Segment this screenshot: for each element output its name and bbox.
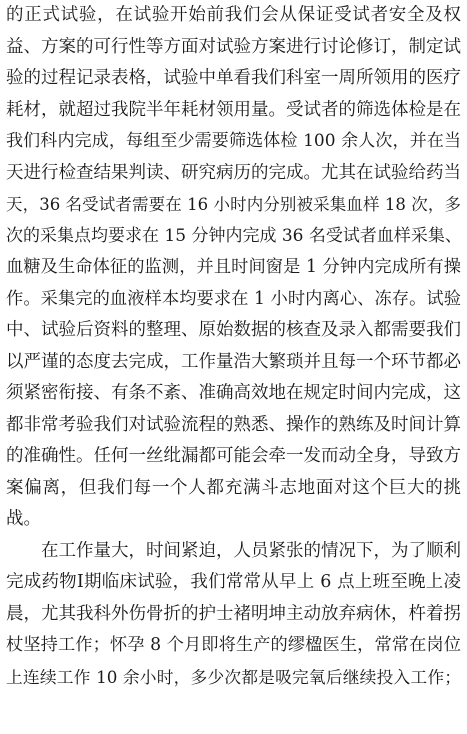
text-line: 作。采集完的血液样本均要求在 1 小时内离心、冻存。试验 — [6, 288, 461, 309]
text-line: 耗材，就超过我院半年耗材领用量。受试者的筛选体检是在 — [6, 99, 461, 120]
text-line: 在工作量大，时间紧迫，人员紧张的情况下，为了顺利 — [41, 540, 461, 561]
text-line: 案偏离，但我们每一个人都充满斗志地面对这个巨大的挑 — [6, 477, 461, 498]
text-line: 晨，尤其我科外伤骨折的护士褚明坤主动放弃病休，杵着拐 — [6, 603, 461, 624]
paragraph-2 — [6, 536, 461, 694]
text-line: 战。 — [6, 509, 41, 529]
text-line: 益、方案的可行性等方面对试验方案进行讨论修订，制定试 — [6, 36, 461, 57]
text-line: 上连续工作 10 余小时，多少次都是吸完氧后继续投入工作； — [6, 666, 461, 687]
text-line: 我们科内完成，每组至少需要筛选体检 100 余人次，并在当 — [6, 131, 461, 151]
text-line: 次的采集点均要求在 15 分钟内完成 36 名受试者血样采集、 — [6, 225, 462, 246]
text-line: 天进行检查结果判读、研究病历的完成。尤其在试验给药当 — [6, 162, 461, 183]
text-line: 以严谨的态度去完成，工作量浩大繁琐并且每一个环节都必 — [6, 351, 461, 372]
text-line: 的准确性。任何一丝纰漏都可能会牵一发而动全身，导致方 — [6, 446, 461, 466]
text-line: 都非常考验我们对试验流程的熟悉、操作的熟练及时间计算 — [6, 414, 461, 435]
document-page — [6, 0, 461, 693]
text-line: 血糖及生命体征的监测，并且时间窗是 1 分钟内完成所有操 — [6, 257, 461, 277]
text-line: 天，36 名受试者需要在 16 小时内分别被采集血样 18 次，多 — [6, 195, 461, 214]
text-line: 的正式试验，在试验开始前我们会从保证受试者安全及权 — [6, 5, 461, 25]
text-line: 须紧密衔接、有条不紊、准确高效地在规定时间内完成，这 — [6, 383, 461, 403]
paragraph-1 — [6, 0, 461, 536]
text-line: 完成药物Ⅰ期临床试验，我们常常从早上 6 点上班至晚上凌 — [6, 572, 461, 592]
text-line: 验的过程记录表格，试验中单看我们科室一周所领用的医疗 — [6, 68, 461, 88]
text-line: 中、试验后资料的整理、原始数据的核查及录入都需要我们 — [6, 320, 461, 340]
text-line: 杖坚持工作；怀孕 8 个月即将生产的缪楹医生，常常在岗位 — [6, 635, 461, 655]
